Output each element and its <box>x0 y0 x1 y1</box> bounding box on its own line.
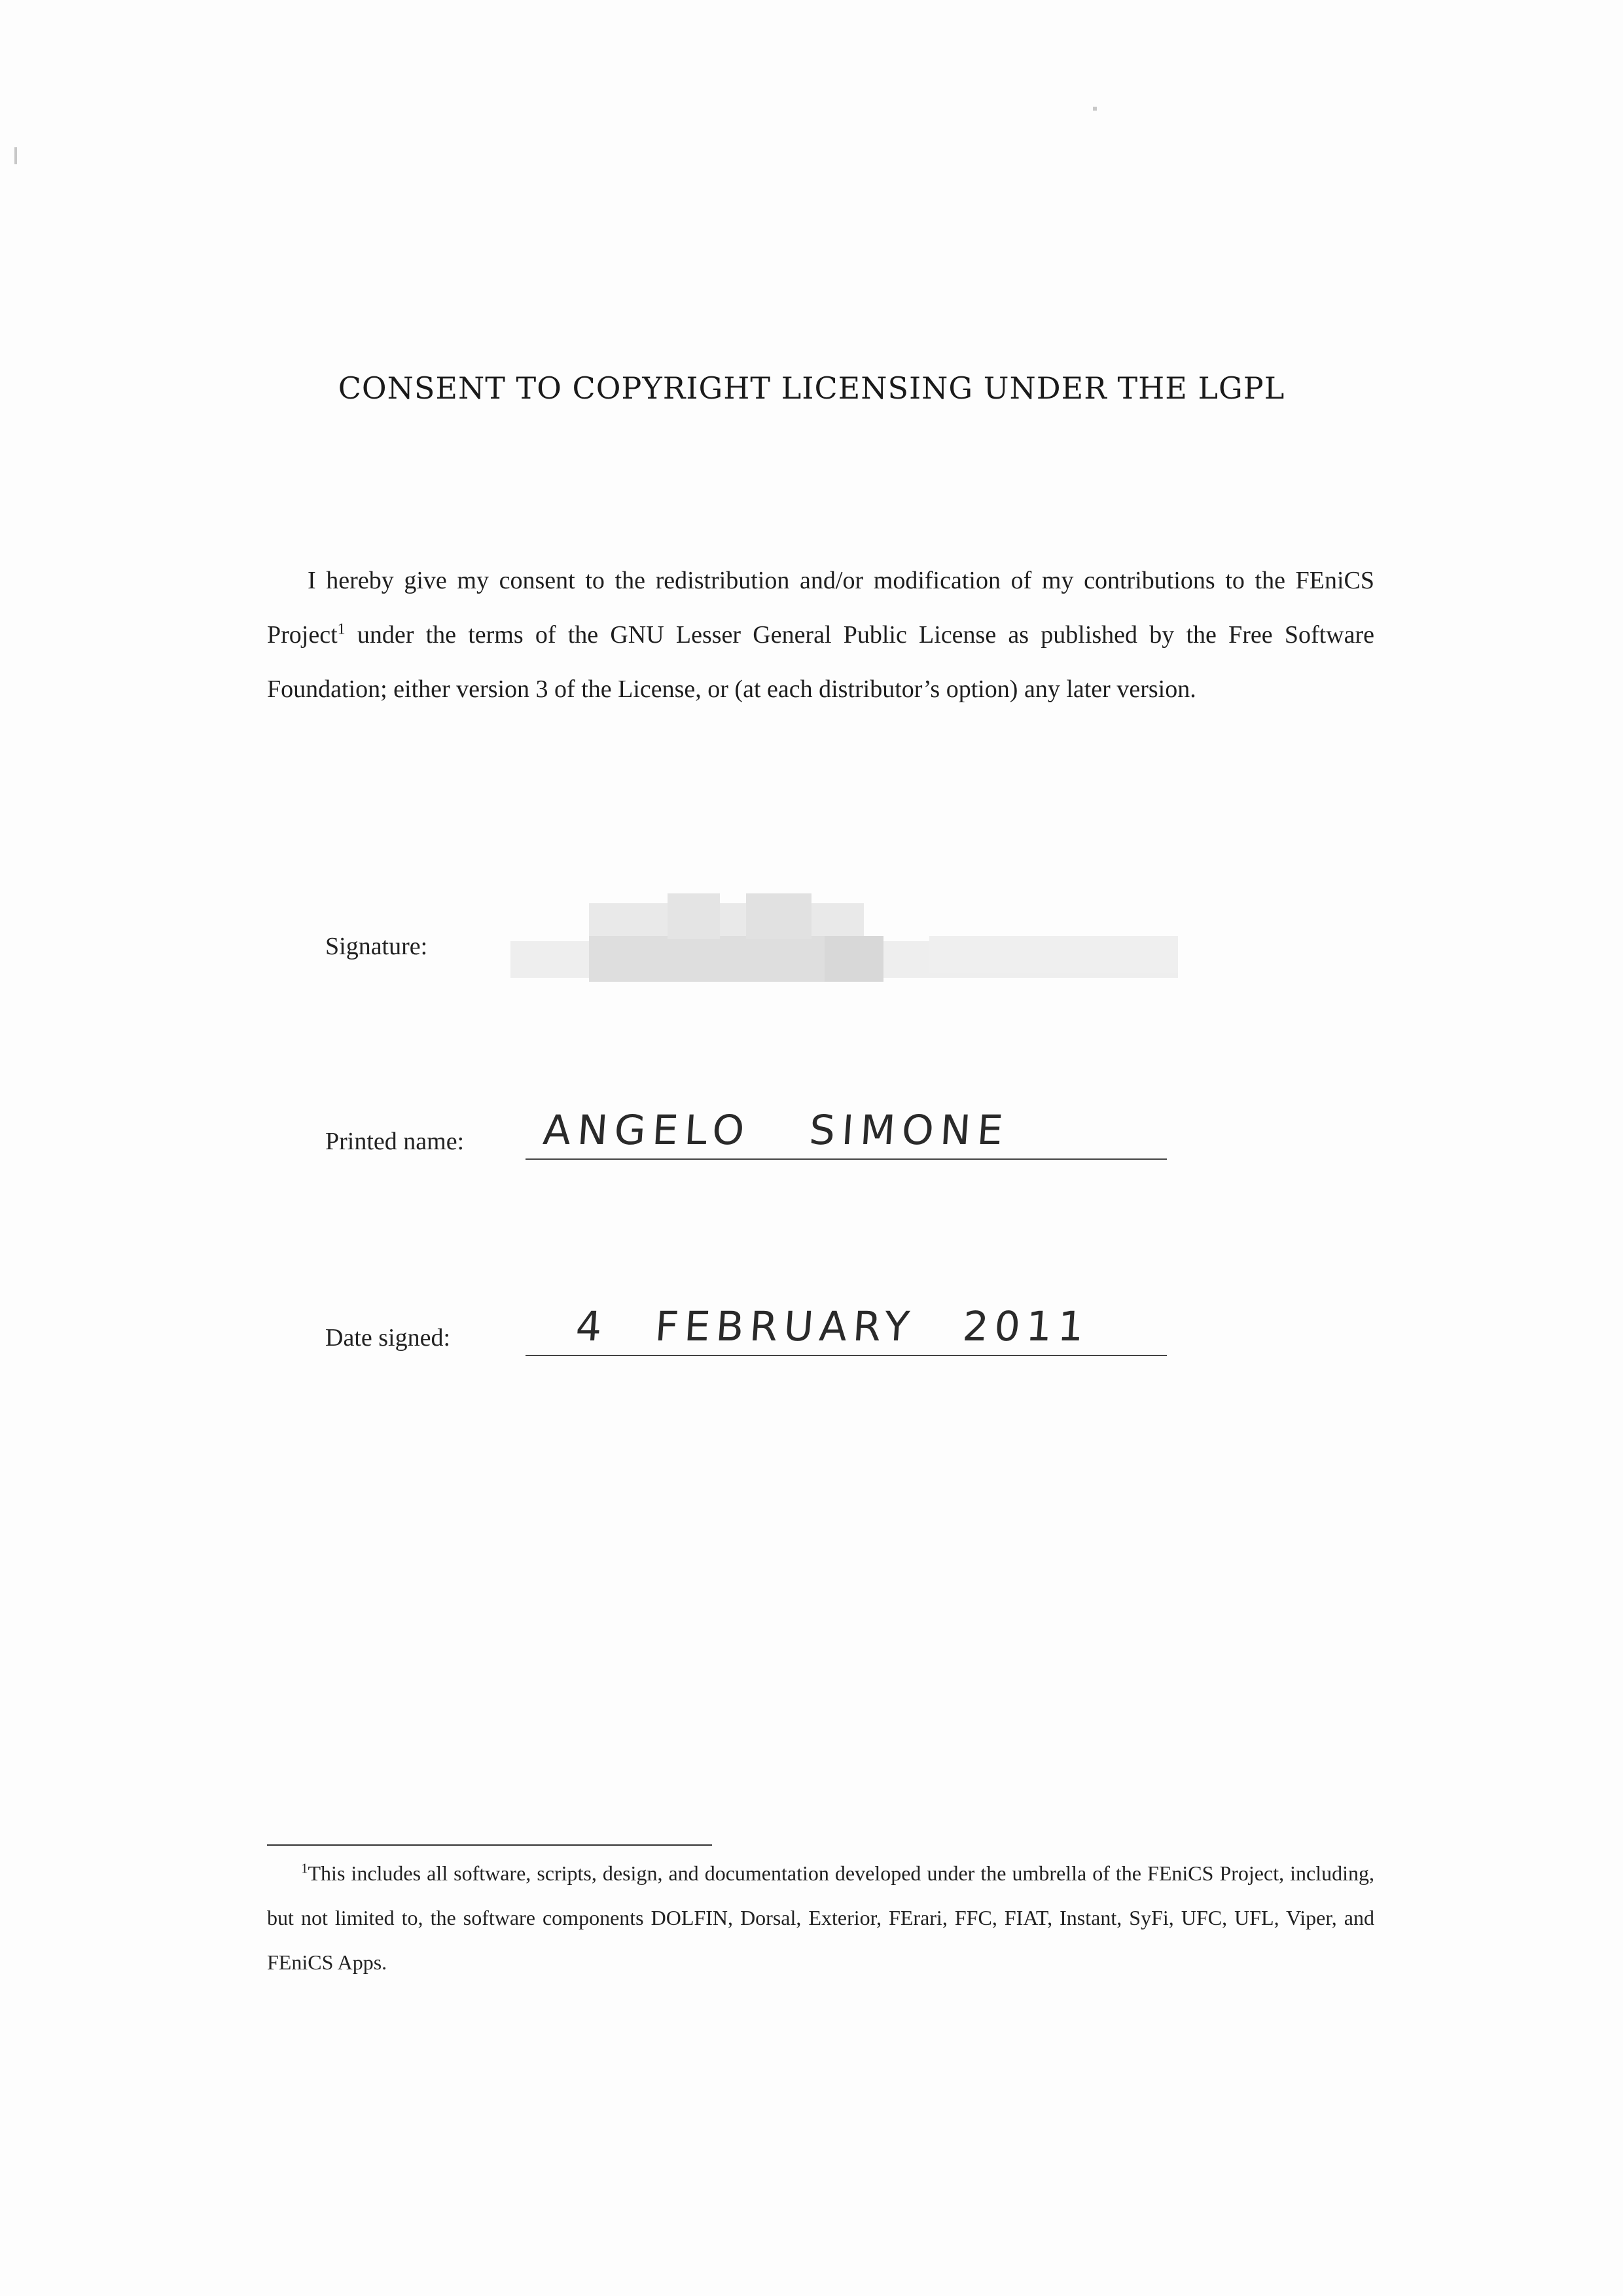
document-title: CONSENT TO COPYRIGHT LICENSING UNDER THE LGPL <box>338 370 1285 406</box>
date-signed-value: 4 FEBRUARY 2011 <box>574 1302 1092 1350</box>
printed-name-line <box>526 1158 1167 1160</box>
footnote-rule <box>267 1844 712 1846</box>
consent-text-end: under the terms of the GNU Lesser General Public License as published by the Free Software Foundation; either version 3 of the License, or (at each distributor’s option) any later version. <box>267 621 1374 703</box>
signature-label: Signature: <box>325 933 428 960</box>
footnote-mark: 1 <box>301 1860 308 1876</box>
scan-speck <box>14 147 17 164</box>
scan-speck <box>1093 107 1097 111</box>
footnote <box>267 1851 1374 1984</box>
printed-name-value: ANGELO SIMONE <box>541 1106 1011 1154</box>
consent-text-start: I hereby give my consent to the redistribution and/or modification of my contributions to the FEniCS Project <box>267 567 1374 649</box>
signature-redacted <box>510 831 1198 1041</box>
printed-name-label: Printed name: <box>325 1128 465 1155</box>
consent-paragraph <box>267 554 1374 717</box>
date-signed-label: Date signed: <box>325 1324 451 1352</box>
footnote-reference: 1 <box>337 620 346 638</box>
date-signed-line <box>526 1355 1167 1356</box>
footnote-text: This includes all software, scripts, design, and documentation developed under the umbrella of the FEniCS Project, including, but not limited to, the software components DOLFIN, Dorsal, Exterior, FErari, FFC, FIAT, Instant, SyFi, UFC, UFL, Viper, and FEniCS Apps. <box>267 1861 1374 1974</box>
